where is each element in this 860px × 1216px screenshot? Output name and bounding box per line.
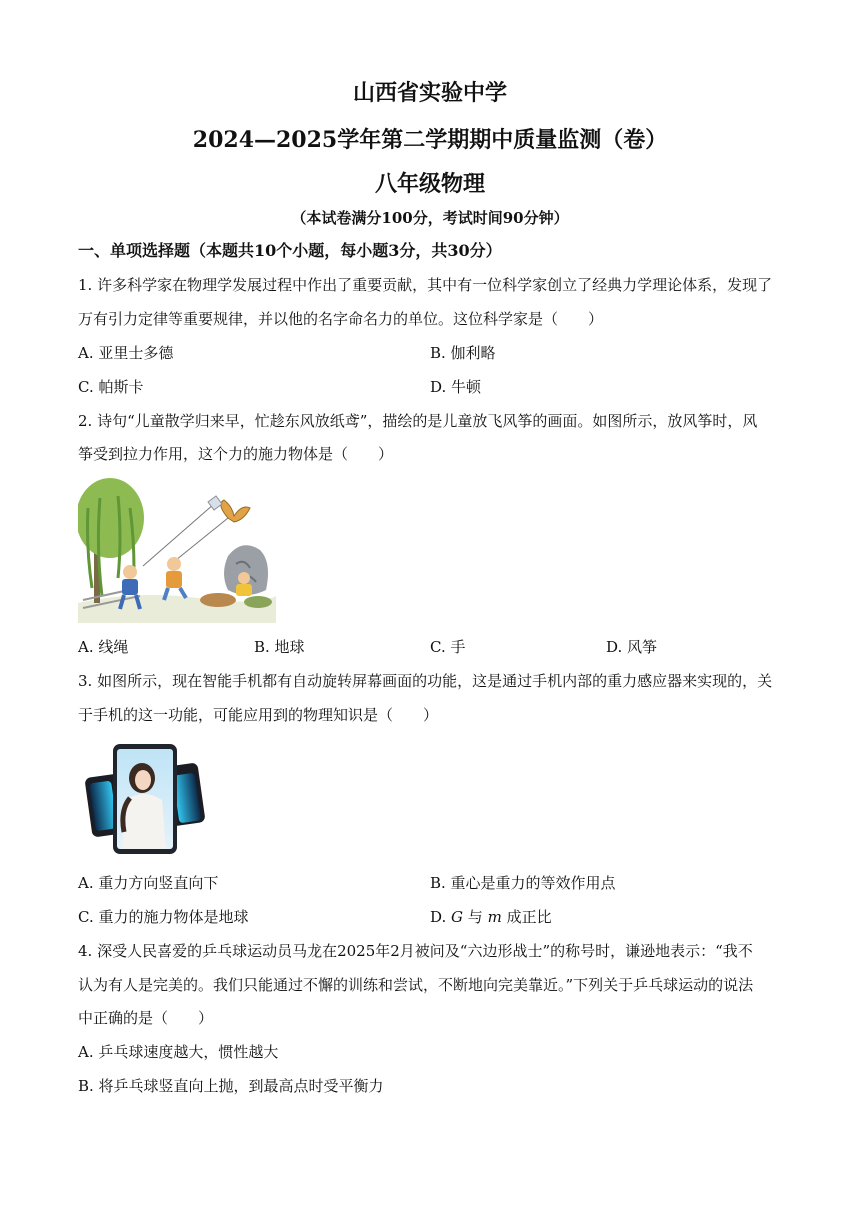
exam-note: （本试卷满分100分，考试时间90分钟） [291, 209, 569, 227]
q2-stem-line2: 筝受到拉力作用，这个力的施力物体是（ ） [78, 445, 394, 463]
q1-stem-line1: 1. 许多科学家在物理学发展过程中作出了重要贡献，其中有一位科学家创立了经典力学理论体系，发现了 [78, 276, 773, 294]
q3-option-a: A. 重力方向竖直向下 [78, 874, 219, 892]
rotating-phone-illustration [80, 740, 210, 858]
q4-stem-line1: 4. 深受人民喜爱的乒乓球运动员马龙在2025年2月被问及“六边形战士”的称号时，谦逊地表示：“我不 [78, 942, 753, 960]
q4-option-b: B. 将乒乓球竖直向上抛，到最高点时受平衡力 [78, 1077, 384, 1095]
section-title: 一、单项选择题（本题共10个小题，每小题3分，共30分） [78, 241, 502, 260]
q4-option-a: A. 乒乓球速度越大，惯性越大 [78, 1043, 279, 1061]
q1-option-c: C. 帕斯卡 [78, 378, 144, 396]
q1-option-a: A. 亚里士多德 [78, 344, 174, 362]
q4-stem-line3: 中正确的是（ ） [78, 1009, 214, 1027]
q3-option-d-var-m: m [487, 908, 502, 926]
q3-stem-line1: 3. 如图所示，现在智能手机都有自动旋转屏幕画面的功能，这是通过手机内部的重力感应器来实现的，关 [78, 672, 773, 690]
q3-option-c: C. 重力的施力物体是地球 [78, 908, 249, 926]
q1-option-b: B. 伽利略 [430, 344, 496, 362]
q3-option-d-var-g: G [451, 908, 464, 926]
q3-stem-line2: 于手机的这一功能，可能应用到的物理知识是（ ） [78, 706, 439, 724]
q1-option-d: D. 牛顿 [430, 378, 482, 396]
exam-term-title: 2024—2025学年第二学期期中质量监测（卷） [192, 127, 668, 153]
q3-option-d-prefix: D. [430, 908, 452, 926]
subject-title: 八年级物理 [374, 171, 485, 197]
q3-option-d-suffix: 成正比 [501, 908, 552, 926]
kite-flying-illustration [78, 478, 276, 623]
q2-stem-line1: 2. 诗句“儿童散学归来早，忙趁东风放纸鸢”，描绘的是儿童放飞风筝的画面。如图所示，放风筝时，风 [78, 412, 758, 430]
q2-option-b: B. 地球 [254, 638, 305, 656]
q2-option-d: D. 风筝 [606, 638, 658, 656]
q1-stem-line2: 万有引力定律等重要规律，并以他的名字命名力的单位。这位科学家是（ ） [78, 310, 604, 328]
q4-stem-line2: 认为有人是完美的。我们只能通过不懈的训练和尝试，不断地向完美靠近。”下列关于乒乓球运动的说法 [78, 976, 754, 994]
q3-option-d [430, 907, 552, 927]
q3-option-b: B. 重心是重力的等效作用点 [430, 874, 616, 892]
school-name: 山西省实验中学 [352, 80, 507, 106]
q2-option-c: C. 手 [430, 638, 466, 656]
q2-option-a: A. 线绳 [78, 638, 129, 656]
q3-option-d-mid: 与 [463, 908, 488, 926]
